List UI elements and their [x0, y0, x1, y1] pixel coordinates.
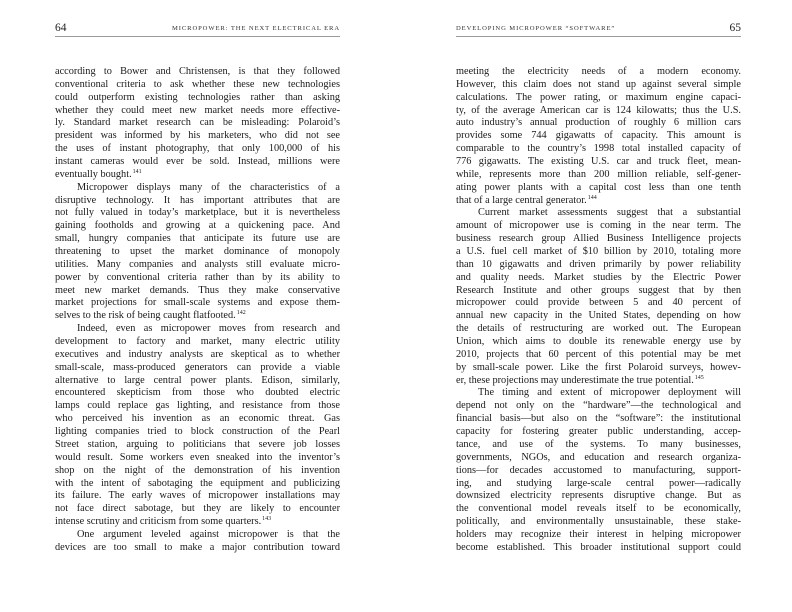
- text-line: [456, 323, 741, 336]
- text-line: [456, 336, 741, 349]
- line-text: er, these projections may underestimate the true potential.: [456, 374, 694, 386]
- footnote-reference[interactable]: 144: [587, 194, 597, 201]
- text-line: [55, 490, 340, 503]
- line-text: encountered skepticism from those who doubted electric: [55, 387, 340, 399]
- running-head-left: [55, 22, 340, 37]
- body-text-left: [55, 66, 340, 555]
- text-line: [456, 413, 741, 426]
- line-text: depend not only on the “hardware”—the technological and: [456, 400, 741, 412]
- line-text: executives and industry analysts are skeptical as to whether: [55, 348, 340, 360]
- line-text: while, represents more than 200 million reliable, self-gener-: [456, 168, 741, 180]
- line-text: gaining footholds and growing at a quickening pace. And: [55, 220, 340, 232]
- line-text: the uses of instant photography, that only 100,000 of his: [55, 143, 340, 155]
- line-text: downsized electricity represents disruptive change. But as: [456, 490, 741, 502]
- text-line: [456, 400, 741, 413]
- text-line: [55, 143, 340, 156]
- text-line: [55, 413, 340, 426]
- line-text: not fully valued in today’s marketplace, but it is nevertheless: [55, 207, 340, 219]
- line-text: micropower could provide between 5 and 40 percent of: [456, 297, 741, 309]
- running-head-title: MICROPOWER: THE NEXT ELECTRICAL ERA: [171, 25, 340, 32]
- line-text: annual new capacity in the United States, depending on how: [456, 310, 741, 322]
- line-text: become established. This broader institutional support could: [456, 541, 741, 553]
- running-head-right: [456, 22, 741, 37]
- text-line: [55, 272, 340, 285]
- text-line: [456, 207, 741, 220]
- text-line: [456, 362, 741, 375]
- line-text: Current market assessments suggest that a substantial: [478, 207, 741, 219]
- footnote-reference[interactable]: 145: [694, 374, 704, 381]
- text-line: [456, 387, 741, 400]
- line-text: calculations. The power rating, or maximum engine capaci-: [456, 91, 741, 103]
- text-line: [55, 92, 340, 105]
- text-line: [55, 542, 340, 555]
- line-text: not face direct sabotage, but they are likely to encounter: [55, 503, 340, 515]
- line-text: that of a large central generator.: [456, 194, 587, 206]
- text-line: [55, 156, 340, 169]
- text-line: [456, 310, 741, 323]
- line-text: with the intent of sabotaging the equipment and publicizing: [55, 477, 340, 489]
- text-line: [456, 426, 741, 439]
- line-text: the details of restructuring are worked out. The European: [456, 323, 741, 335]
- line-text: selves to the risk of being caught flatfooted.: [55, 310, 236, 322]
- text-line: [55, 465, 340, 478]
- text-line: [456, 465, 741, 478]
- text-line: [456, 478, 741, 491]
- text-line: [55, 503, 340, 516]
- text-line: [55, 452, 340, 465]
- line-text: shop on the night of the demonstration of his invention: [55, 464, 340, 476]
- text-line: [55, 195, 340, 208]
- page-number: 65: [729, 22, 741, 34]
- text-line: [55, 310, 340, 323]
- footnote-reference[interactable]: 142: [236, 310, 246, 317]
- text-line: [55, 182, 340, 195]
- line-text: Micropower displays many of the characteristics of a: [77, 181, 340, 193]
- line-text: development to factory and market, many electric utility: [55, 336, 340, 348]
- line-text: lamps could replace gas lighting, and resistance from those: [55, 400, 340, 412]
- line-text: intense scrutiny and criticism from some quarters.: [55, 516, 262, 528]
- text-line: [55, 516, 340, 529]
- line-text: who perceived his invention as an economic threat. Gas: [55, 413, 340, 425]
- text-line: [55, 220, 340, 233]
- footnote-reference[interactable]: 143: [262, 516, 272, 523]
- line-text: 2010, projects that 60 percent of this potential may be met: [456, 348, 741, 360]
- line-text: whether they could meet new market needs more effective-: [55, 104, 340, 116]
- text-line: [456, 143, 741, 156]
- text-line: [55, 105, 340, 118]
- line-text: instant cameras would ever be sold. Instead, millions were: [55, 156, 340, 168]
- line-text: market projections for small-scale systems and expose them-: [55, 297, 340, 309]
- text-line: [456, 66, 741, 79]
- running-head-title: DEVELOPING MICROPOWER “SOFTWARE”: [456, 25, 616, 32]
- text-line: [456, 233, 741, 246]
- text-line: [55, 259, 340, 272]
- line-text: governments, NGOs, and education and research organiza-: [456, 451, 741, 463]
- text-line: [456, 156, 741, 169]
- text-line: [456, 516, 741, 529]
- text-line: [456, 529, 741, 542]
- line-text: small, hungry companies that anticipate its future use are: [55, 233, 340, 245]
- text-line: [456, 92, 741, 105]
- line-text: Street station, arguing to politicians that severe job losses: [55, 438, 340, 450]
- line-text: utilities. Many companies and analysts still evaluate micro-: [55, 258, 340, 270]
- line-text: than 10 gigawatts and driven primarily by power reliability: [456, 258, 741, 270]
- text-line: [456, 105, 741, 118]
- line-text: ly. Standard market research can be misleading: Polaroid’s: [55, 117, 340, 129]
- text-line: [456, 452, 741, 465]
- line-text: comparable to the country’s 1998 total installed capacity of: [456, 143, 741, 155]
- text-line: [55, 285, 340, 298]
- line-text: would result. Some workers even sneaked into the inventor’s: [55, 451, 340, 463]
- line-text: president was informed by his marketers, who did not see: [55, 130, 340, 142]
- text-line: [55, 246, 340, 259]
- text-line: [456, 297, 741, 310]
- line-text: could outperform existing technologies rather than asking: [55, 91, 340, 103]
- text-line: [456, 375, 741, 388]
- line-text: and quality needs. Market studies by the Electric Power: [456, 271, 741, 283]
- text-line: [55, 336, 340, 349]
- line-text: meet new market demands. Thus they make conservative: [55, 284, 340, 296]
- text-line: [456, 182, 741, 195]
- line-text: auto industry’s annual production of roughly 6 million cars: [456, 117, 741, 129]
- page-number: 64: [55, 22, 67, 34]
- text-line: [55, 387, 340, 400]
- text-line: [55, 79, 340, 92]
- text-line: [55, 529, 340, 542]
- line-text: provides some 744 gigawatts of capacity. This amount is: [456, 130, 741, 142]
- line-text: amount of micropower use is coming in the near term. The: [456, 220, 741, 232]
- line-text: the conventional model reveals itself to be economically,: [456, 503, 741, 515]
- line-text: by small-scale power. Like the first Polaroid surveys, howev-: [456, 361, 741, 373]
- text-line: [456, 503, 741, 516]
- text-line: [55, 207, 340, 220]
- text-line: [55, 130, 340, 143]
- text-line: [456, 246, 741, 259]
- line-text: financial basis—but also on the “software”: the institutional: [456, 413, 741, 425]
- line-text: a U.S. fuel cell market of $10 billion by 2010, totaling more: [456, 246, 741, 258]
- text-line: [456, 79, 741, 92]
- line-text: devices are too small to make a major contribution toward: [55, 541, 340, 553]
- right-page: [456, 0, 741, 612]
- text-line: [55, 375, 340, 388]
- text-line: [55, 362, 340, 375]
- text-line: [55, 297, 340, 310]
- text-line: [456, 195, 741, 208]
- line-text: ating power plants with a capital cost less than one tenth: [456, 181, 741, 193]
- line-text: One argument leveled against micropower is that the: [77, 528, 340, 540]
- line-text: tance, and use of the systems. To many businesses,: [456, 438, 741, 450]
- text-line: [55, 169, 340, 182]
- line-text: small-scale, mass-produced generators can provide a viable: [55, 361, 340, 373]
- line-text: meeting the electricity needs of a modern economy.: [456, 66, 741, 77]
- body-text-right: [456, 66, 741, 555]
- text-line: [456, 169, 741, 182]
- text-line: [55, 426, 340, 439]
- line-text: lighting companies tried to block construction of the Pearl: [55, 426, 340, 438]
- text-line: [456, 220, 741, 233]
- text-line: [456, 439, 741, 452]
- line-text: tions—for decades accustomed to manufacturing, support-: [456, 464, 741, 476]
- text-line: [456, 272, 741, 285]
- footnote-reference[interactable]: 141: [132, 168, 142, 175]
- text-line: [55, 439, 340, 452]
- line-text: The timing and extent of micropower deployment will: [478, 387, 741, 399]
- text-line: [55, 66, 340, 79]
- line-text: holders may recognize their interest in helping micropower: [456, 528, 741, 540]
- line-text: disruptive technology. It has important attributes that are: [55, 194, 340, 206]
- line-text: politically, and environmentally unsustainable, these stake-: [456, 516, 741, 528]
- line-text: Research Institute and other groups suggest that by then: [456, 284, 741, 296]
- line-text: business research group Allied Business Intelligence projects: [456, 233, 741, 245]
- line-text: according to Bower and Christensen, is that they followed: [55, 66, 340, 77]
- line-text: power by conventional criteria rather than by its ability to: [55, 271, 340, 283]
- text-line: [456, 542, 741, 555]
- text-line: [55, 323, 340, 336]
- text-line: [456, 117, 741, 130]
- line-text: 776 gigawatts. The existing U.S. car and truck fleet, mean-: [456, 156, 741, 168]
- line-text: Union, which aims to double its renewable energy use by: [456, 336, 741, 348]
- text-line: [456, 259, 741, 272]
- line-text: its failure. The early waves of micropower installations may: [55, 490, 340, 502]
- line-text: eventually bought.: [55, 168, 132, 180]
- left-page: [55, 0, 340, 612]
- text-line: [456, 490, 741, 503]
- text-line: [55, 478, 340, 491]
- line-text: capacity for fostering greater public understanding, accep-: [456, 426, 741, 438]
- text-line: [55, 349, 340, 362]
- text-line: [55, 117, 340, 130]
- line-text: conventional criteria to ask whether these new technologies: [55, 78, 340, 90]
- line-text: ing, and studying large-scale central power—radically: [456, 477, 741, 489]
- line-text: However, this claim does not stand up against several simple: [456, 78, 741, 90]
- text-line: [55, 233, 340, 246]
- line-text: ty, of the average American car is 124 kilowatts; thus the U.S.: [456, 104, 741, 116]
- line-text: Indeed, even as micropower moves from research and: [77, 323, 340, 335]
- line-text: alternative to large central power plants. Edison, similarly,: [55, 374, 340, 386]
- text-line: [55, 400, 340, 413]
- text-line: [456, 349, 741, 362]
- line-text: threatening to upset the market dominance of monopoly: [55, 246, 340, 258]
- text-line: [456, 130, 741, 143]
- text-line: [456, 285, 741, 298]
